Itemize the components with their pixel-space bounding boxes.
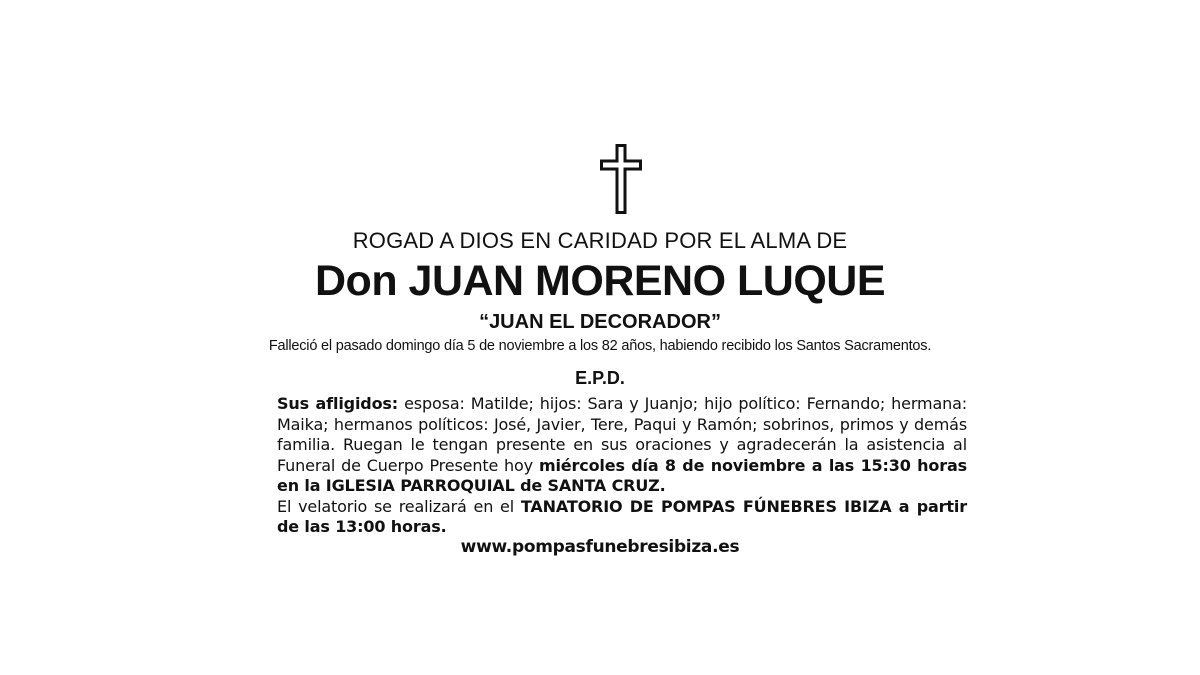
notice-body	[277, 394, 967, 538]
deceased-nickname: “JUAN EL DECORADOR”	[479, 311, 721, 333]
website-link[interactable]: www.pompasfunebresibiza.es	[460, 537, 740, 557]
funeral-details: miércoles día 8 de noviembre a las 15:30 horas en la IGLESIA PARROQUIAL de SANTA CRUZ.	[277, 455, 968, 495]
wake-details: TANATORIO DE POMPAS FÚNEBRES IBIZA a partir de las 13:00 horas.	[277, 496, 967, 536]
deceased-name: Don JUAN MORENO LUQUE	[315, 257, 885, 305]
epd-label: E.P.D.	[575, 368, 625, 388]
wake-text: El velatorio se realizará en el	[277, 496, 521, 516]
prayer-heading: ROGAD A DIOS EN CARIDAD POR EL ALMA DE	[352, 228, 848, 253]
mourners-label: Sus afligidos:	[277, 394, 399, 413]
death-info: Falleció el pasado domingo día 5 de noviembre a los 82 años, habiendo recibido los Santos Sacramentos.	[268, 338, 932, 354]
latin-cross-icon	[600, 144, 642, 214]
mourners-text: esposa: Matilde; hijos: Sara y Juanjo; hijo político: Fernando; hermana: Maika; hermanos políticos: José, Javier, Tere, Paqui y Ramón; sobrinos, primos y demás familia. Ruegan le tengan presente en sus oraciones y agradecerán la asistencia al Funeral de Cuerpo Presente hoy	[277, 394, 967, 475]
